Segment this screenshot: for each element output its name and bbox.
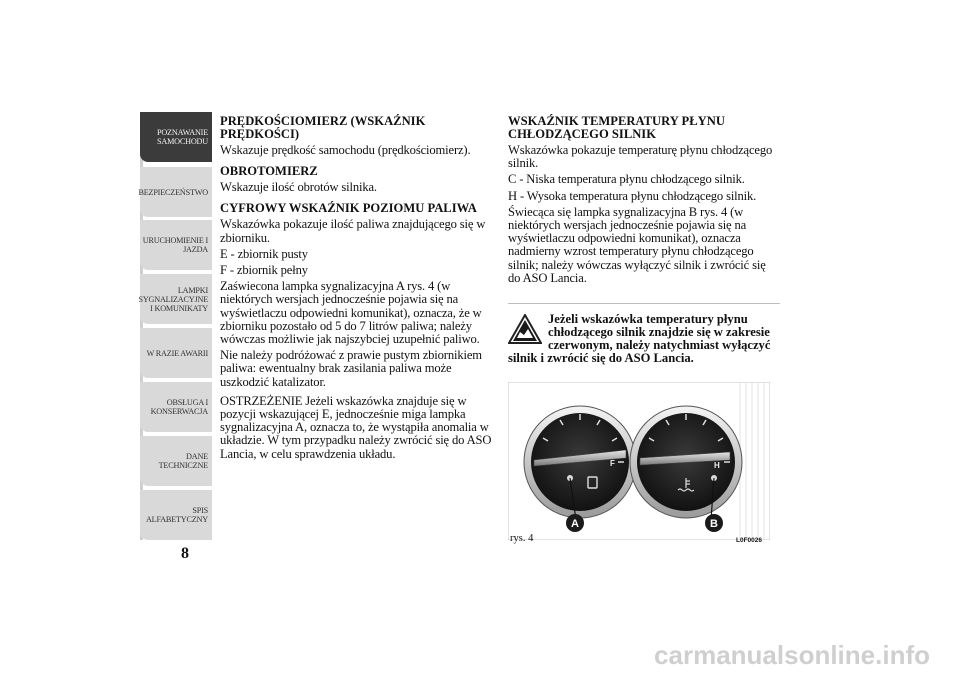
tab-bezpieczenstwo[interactable]: BEZPIECZEŃSTWO xyxy=(140,167,212,217)
tab-lampki-sygnalizacyjne[interactable]: LAMPKI SYGNALIZACYJNE I KOMUNIKATY xyxy=(140,274,212,324)
temperature-text: Wskazówka pokazuje temperaturę płynu chłodzącego silnik. xyxy=(508,143,773,171)
temperature-c-item: C - Niska temperatura płynu chłodzącego silnik. xyxy=(508,172,745,187)
speedometer-text: Wskazuje prędkość samochodu (prędkościomierz). xyxy=(220,143,471,157)
fuel-caution-text: OSTRZEŻENIE Jeżeli wskazówka znajduje się w pozycji wskazującej E, jednocześnie miga lampka sygnalizacyjna A, oznacza to, że wystąpiła anomalia w układzie. W tym przypadku należy zwrócić się do ASO Lancia, w celu sprawdzenia układu. xyxy=(220,393,492,461)
tab-spis-alfabetyczny[interactable]: SPIS ALFABETYCZNY xyxy=(140,490,212,540)
right-column xyxy=(508,115,780,285)
tab-w-razie-awarii[interactable]: W RAZIE AWARII xyxy=(140,328,212,378)
temperature-h-item: H - Wysoka temperatura płynu chłodzącego silnik. xyxy=(508,188,757,203)
warning-text: Jeżeli wskazówka temperatury płynu chłodzącego silnik znajdzie się w zakresie czerwonym, należy natychmiast wyłączyć xyxy=(548,312,771,352)
gauge-f-label: F xyxy=(610,459,615,468)
warning-divider xyxy=(508,303,780,304)
fuel-text: Wskazówka pokazuje ilość paliwa znajdującego się w zbiorniku. xyxy=(220,217,486,245)
temperature-gauge xyxy=(630,406,742,518)
fuel-warning-lamp-text: Zaświecona lampka sygnalizacyjna A rys. 4 (w niektórych wersjach jednocześnie pojawia się na wyświetlaczu odpowiedni komunikat), oznacza, że w zbiorniku pozostało od 5 do 7 litrów paliwa; należy wówczas możliwie jak najszybciej uzupełnić paliwo. xyxy=(220,279,482,347)
speedometer-heading: PRĘDKOŚCIOMIERZ (WSKAŹNIK PRĘDKOŚCI) xyxy=(220,114,426,141)
left-column xyxy=(220,115,492,461)
figure-code: L0F0026 xyxy=(736,537,763,544)
instrument-gauges-figure xyxy=(508,382,770,540)
page-number: 8 xyxy=(181,545,189,562)
callout-a-label: A xyxy=(571,518,579,530)
tachometer-text: Wskazuje ilość obrotów silnika. xyxy=(220,180,377,195)
warning-text-continued: silnik i zwrócić się do ASO Lancia. xyxy=(508,351,694,365)
fuel-empty-tank-text: Nie należy podróżować z prawie pustym zbiornikiem paliwa: ewentualny brak zasilania paliwa może uszkodzić katalizator. xyxy=(220,348,482,389)
tab-obsluga-i-konserwacja[interactable]: OBSŁUGA I KONSERWACJA xyxy=(140,382,212,432)
tachometer-heading: OBROTOMIERZ xyxy=(220,164,318,179)
gauge-h-label: H xyxy=(714,461,720,470)
watermark: carmanualsonline.info xyxy=(654,640,930,670)
fuel-heading: CYFROWY WSKAŹNIK POZIOMU PALIWA xyxy=(220,201,477,216)
tab-poznawanie-samochodu[interactable]: POZNAWANIE SAMOCHODU xyxy=(140,112,212,162)
temperature-heading: WSKAŹNIK TEMPERATURY PŁYNU CHŁODZĄCEGO SILNIK xyxy=(508,114,725,141)
tab-dane-techniczne[interactable]: DANE TECHNICZNE xyxy=(140,436,212,486)
fuel-f-item: F - zbiornik pełny xyxy=(220,263,308,278)
fuel-gauge xyxy=(524,406,636,518)
tab-uruchomienie-i-jazda[interactable]: URUCHOMIENIE I JAZDA xyxy=(140,220,212,270)
warning-triangle-icon xyxy=(508,314,542,344)
callout-b-label: B xyxy=(710,518,718,530)
fuel-e-item: E - zbiornik pusty xyxy=(220,246,308,261)
temperature-lamp-text: Świecąca się lampka sygnalizacyjna B rys. 4 (w niektórych wersjach jednocześnie pojawia się na wyświetlaczu odpowiedni komunikat), oznacza nadmierny wzrost temperatury płynu chłodzącego silnik; należy wówczas wyłączyć silnik i zwrócić się do ASO Lancia. xyxy=(508,204,766,285)
figure-caption: rys. 4 xyxy=(510,533,534,544)
